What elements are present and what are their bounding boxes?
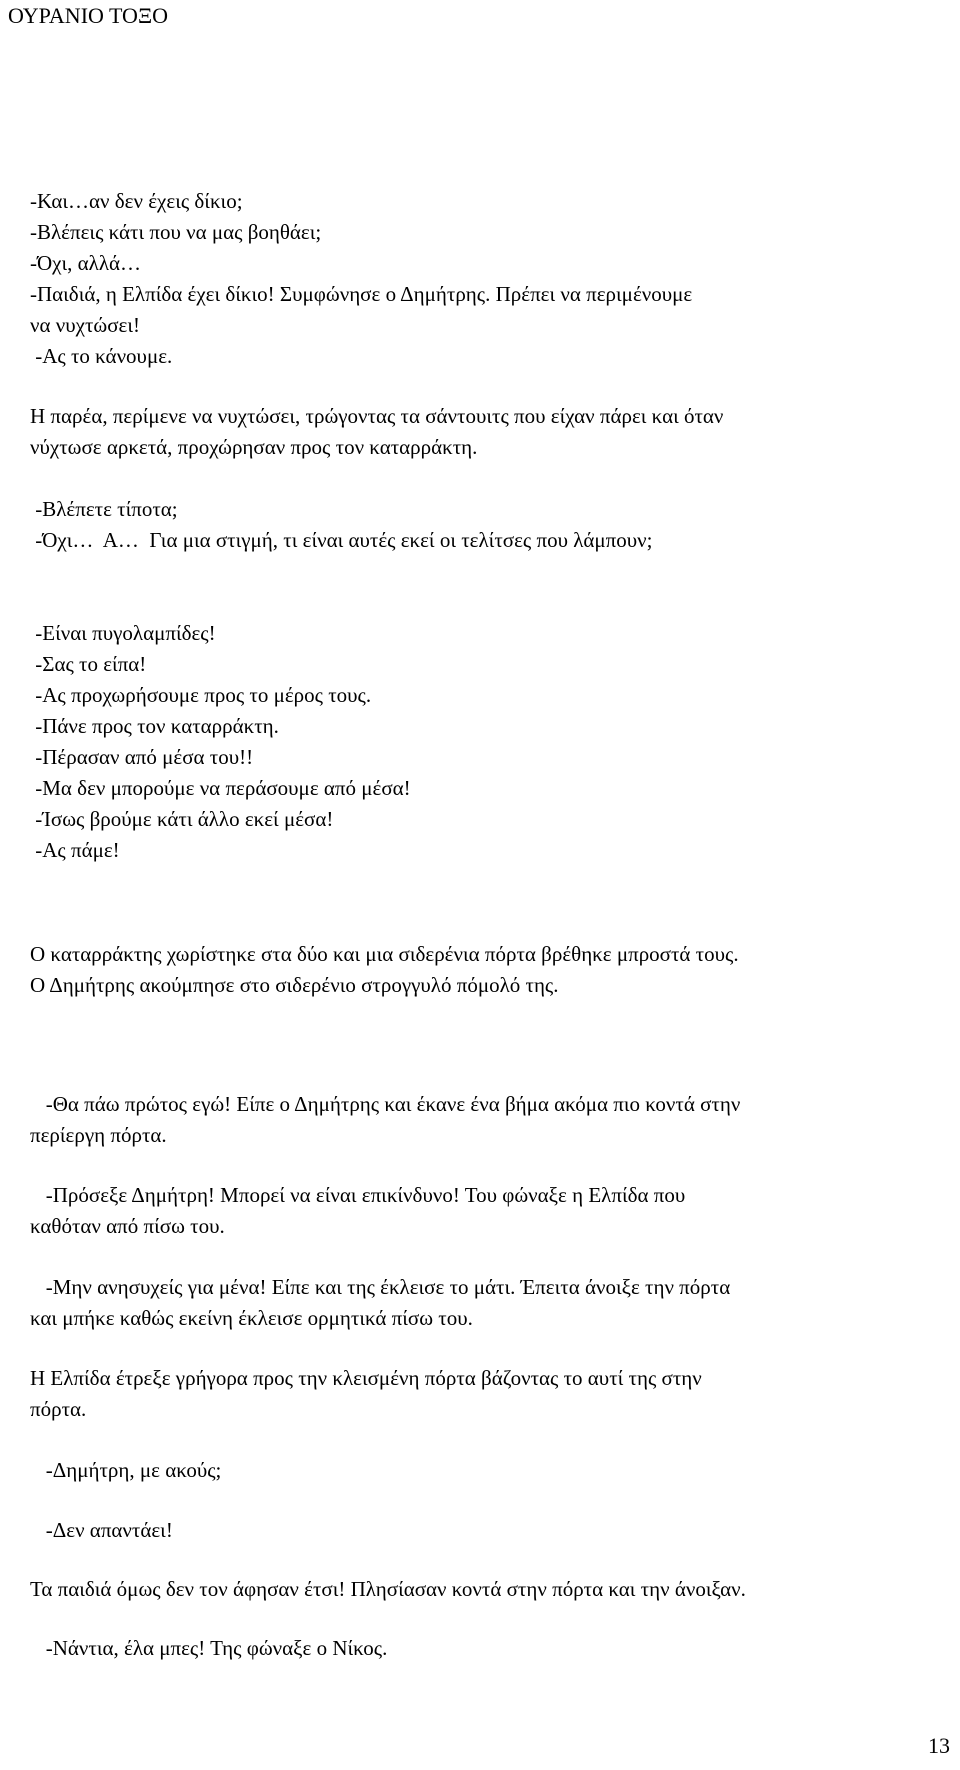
text-line: -Ας προχωρήσουμε προς το μέρος τους.	[30, 683, 372, 707]
text-line: -Θα πάω πρώτος εγώ! Είπε ο Δημήτρης και έκανε ένα βήμα ακόμα πιο κοντά στην	[30, 1092, 741, 1116]
dialogue-block-1	[30, 186, 952, 372]
text-line: Ο Δημήτρης ακούμπησε στο σιδερένιο στρογγυλό πόμολό της.	[30, 973, 559, 997]
narration-paragraph-2	[30, 939, 952, 1001]
text-line: -Ίσως βρούμε κάτι άλλο εκεί μέσα!	[30, 807, 334, 831]
dialogue-block-3	[30, 618, 952, 866]
text-line: -Ας το κάνουμε.	[30, 344, 173, 368]
narration-paragraph-3	[30, 1363, 952, 1425]
dialogue-line	[30, 1515, 952, 1546]
text-line: περίεργη πόρτα.	[30, 1123, 167, 1147]
text-line: -Και…αν δεν έχεις δίκιο;	[30, 189, 243, 213]
dialogue-paragraph-3	[30, 1272, 952, 1334]
text-line: Η Ελπίδα έτρεξε γρήγορα προς την κλεισμένη πόρτα βάζοντας το αυτί της στην	[30, 1366, 702, 1390]
text-line: πόρτα.	[30, 1397, 87, 1421]
text-line: και μπήκε καθώς εκείνη έκλεισε ορμητικά πίσω του.	[30, 1306, 473, 1330]
text-line: -Πέρασαν από μέσα του!!	[30, 745, 254, 769]
text-line: Τα παιδιά όμως δεν τον άφησαν έτσι! Πλησίασαν κοντά στην πόρτα και την άνοιξαν.	[30, 1577, 746, 1601]
narration-paragraph-1	[30, 401, 952, 463]
text-line: -Δημήτρη, με ακούς;	[30, 1458, 222, 1482]
text-line: -Δεν απαντάει!	[30, 1518, 173, 1542]
text-line: -Μα δεν μπορούμε να περάσουμε από μέσα!	[30, 776, 411, 800]
text-line: -Νάντια, έλα μπες! Της φώναξε ο Νίκος.	[30, 1636, 388, 1660]
text-line: -Παιδιά, η Ελπίδα έχει δίκιο! Συμφώνησε ο Δημήτρης. Πρέπει να περιμένουμε	[30, 282, 693, 306]
dialogue-paragraph-2	[30, 1180, 952, 1242]
dialogue-line	[30, 1633, 952, 1664]
text-line: -Ας πάμε!	[30, 838, 120, 862]
text-line: νύχτωσε αρκετά, προχώρησαν προς τον καταρράκτη.	[30, 435, 478, 459]
text-line: -Μην ανησυχείς για μένα! Είπε και της έκλεισε το μάτι. Έπειτα άνοιξε την πόρτα	[30, 1275, 731, 1299]
narration-paragraph-4	[30, 1574, 952, 1605]
text-line: -Βλέπετε τίποτα;	[30, 497, 178, 521]
text-line: καθόταν από πίσω του.	[30, 1214, 225, 1238]
page-number: 13	[928, 1733, 950, 1758]
text-line: να νυχτώσει!	[30, 313, 141, 337]
text-line: -Όχι, αλλά…	[30, 251, 141, 275]
text-line: Ο καταρράκτης χωρίστηκε στα δύο και μια σιδερένια πόρτα βρέθηκε μπροστά τους.	[30, 942, 739, 966]
text-line: -Όχι… Α… Για μια στιγμή, τι είναι αυτές εκεί οι τελίτσες που λάμπουν;	[30, 528, 653, 552]
text-line: -Πρόσεξε Δημήτρη! Μπορεί να είναι επικίνδυνο! Του φώναξε η Ελπίδα που	[30, 1183, 686, 1207]
dialogue-block-2	[30, 494, 952, 556]
text-line: Η παρέα, περίμενε να νυχτώσει, τρώγοντας τα σάντουιτς που είχαν πάρει και όταν	[30, 404, 724, 428]
text-line: -Είναι πυγολαμπίδες!	[30, 621, 216, 645]
text-line: -Σας το είπα!	[30, 652, 147, 676]
document-header: ΟΥΡΑΝΙΟ ΤΟΞΟ	[8, 3, 168, 28]
dialogue-line	[30, 1455, 952, 1486]
text-line: -Βλέπεις κάτι που να μας βοηθάει;	[30, 220, 322, 244]
dialogue-paragraph-1	[30, 1089, 952, 1151]
text-line: -Πάνε προς τον καταρράκτη.	[30, 714, 279, 738]
